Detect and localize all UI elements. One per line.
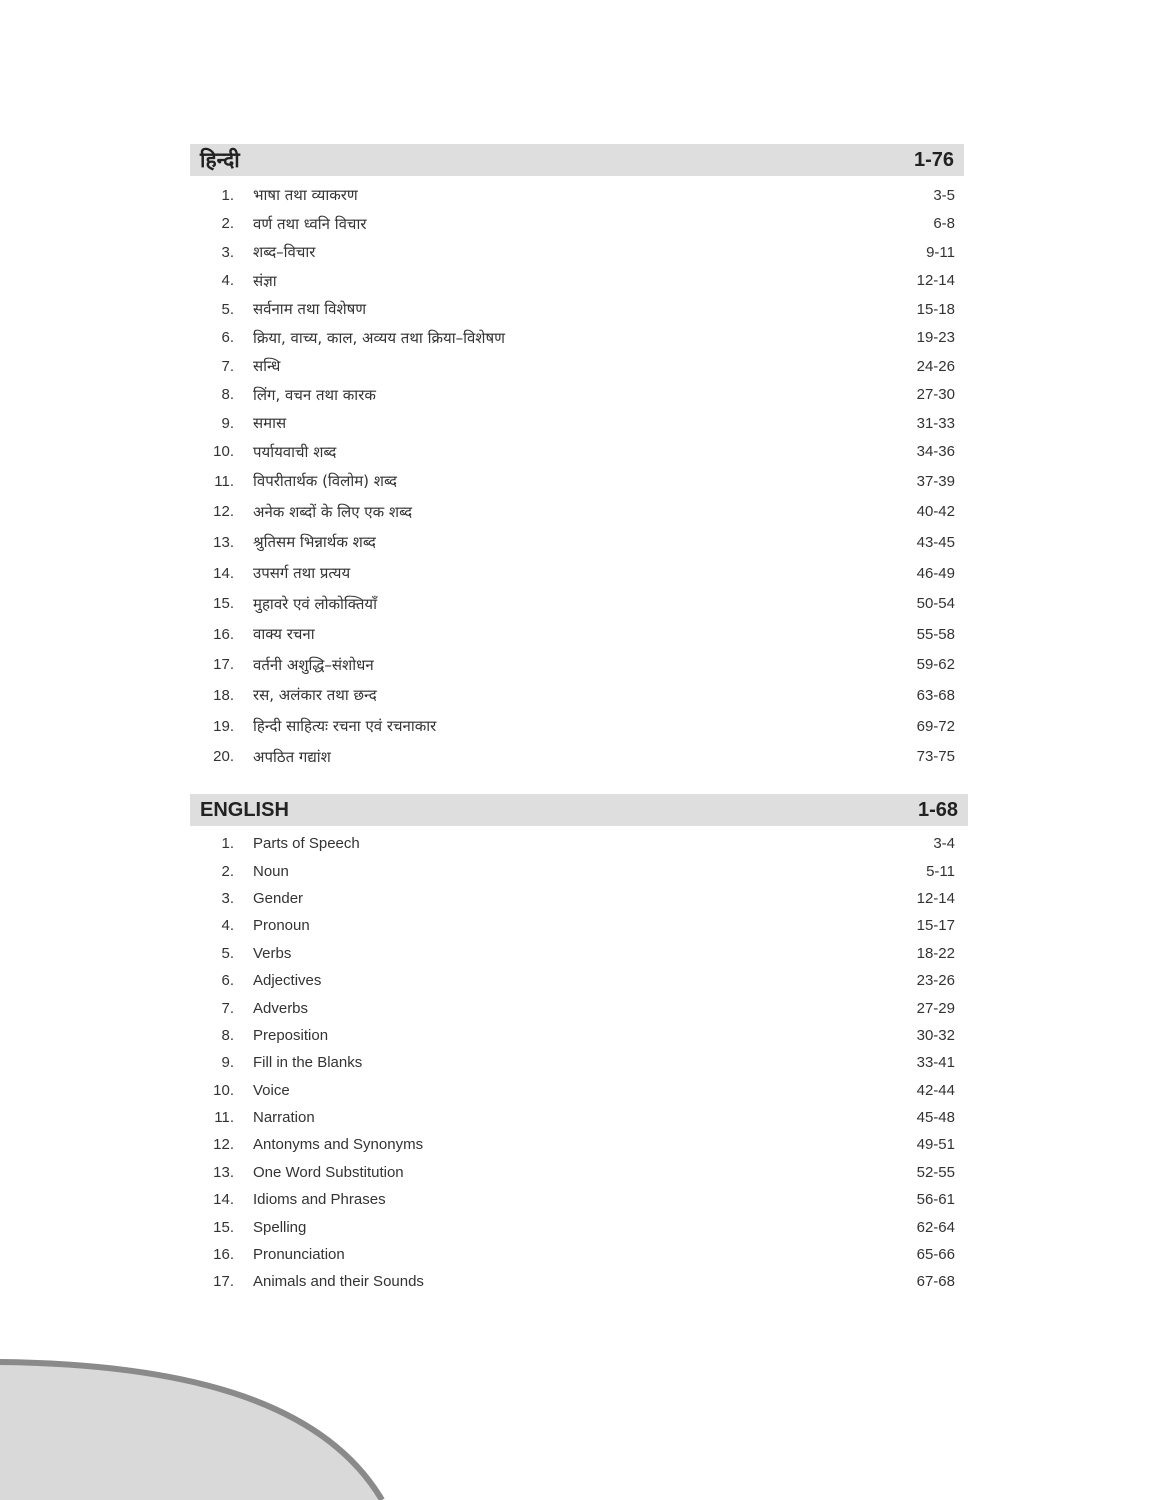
toc-row	[190, 409, 964, 438]
toc-pages: 15-18	[916, 300, 955, 318]
toc-pages: 12-14	[916, 272, 955, 290]
toc-pages: 15-17	[916, 917, 955, 935]
toc-title: Preposition	[253, 1026, 329, 1044]
toc-num: 16.	[213, 1246, 234, 1264]
toc-title: संज्ञा	[253, 271, 277, 290]
toc-row	[190, 558, 964, 589]
toc-pages: 37-39	[916, 472, 955, 490]
hindi-section-title: हिन्दी	[200, 148, 240, 172]
toc-pages: 49-51	[916, 1136, 955, 1154]
toc-title: Pronoun	[253, 917, 310, 935]
toc-title: Antonyms and Synonyms	[253, 1136, 424, 1154]
toc-title: सर्वनाम तथा विशेषण	[253, 300, 367, 319]
toc-row	[190, 940, 968, 967]
toc-title: Spelling	[253, 1218, 307, 1236]
toc-pages: 24-26	[916, 357, 955, 375]
toc-num: 17.	[213, 656, 234, 674]
toc-title: पर्यायवाची शब्द	[253, 442, 337, 461]
toc-row	[190, 857, 968, 884]
toc-row	[190, 1049, 968, 1076]
toc-num: 1.	[221, 835, 234, 853]
english-section	[190, 794, 968, 1296]
toc-row	[190, 1159, 968, 1186]
english-section-title: ENGLISH	[200, 798, 289, 821]
hindi-section-range: 1-76	[913, 148, 954, 171]
toc-title: Adverbs	[253, 999, 309, 1017]
hindi-section	[190, 144, 964, 772]
toc-num: 6.	[221, 329, 234, 347]
toc-pages: 59-62	[916, 656, 955, 674]
toc-title: विपरीतार्थक (विलोम) शब्द	[253, 472, 397, 491]
toc-row	[190, 1268, 968, 1295]
toc-title: समास	[253, 414, 287, 433]
toc-num: 4.	[221, 917, 234, 935]
toc-pages: 40-42	[916, 503, 955, 521]
toc-num: 14.	[213, 1191, 234, 1209]
toc-num: 7.	[221, 357, 234, 375]
toc-pages: 6-8	[933, 215, 955, 233]
toc-row	[190, 650, 964, 681]
toc-num: 4.	[221, 272, 234, 290]
toc-row	[190, 381, 964, 410]
toc-pages: 50-54	[916, 595, 955, 613]
toc-title: Pronunciation	[253, 1246, 345, 1264]
toc-title: रस, अलंकार तथा छन्द	[253, 686, 377, 705]
toc-row	[190, 967, 968, 994]
toc-title: भाषा तथा व्याकरण	[253, 186, 358, 205]
english-contents-list	[190, 826, 968, 1296]
toc-row	[190, 1213, 968, 1240]
toc-pages: 73-75	[916, 748, 955, 766]
toc-title: क्रिया, वाच्य, काल, अव्यय तथा क्रिया–विशेषण	[253, 328, 506, 347]
toc-row	[190, 527, 964, 558]
toc-pages: 69-72	[916, 717, 955, 735]
toc-row	[190, 438, 964, 467]
toc-num: 3.	[221, 889, 234, 907]
toc-row	[190, 680, 964, 711]
toc-pages: 31-33	[916, 414, 955, 432]
toc-num: 13.	[213, 1163, 234, 1181]
toc-title: वर्तनी अशुद्धि–संशोधन	[253, 655, 374, 674]
toc-pages: 34-36	[916, 443, 955, 461]
toc-pages: 43-45	[916, 533, 955, 551]
toc-row	[190, 352, 964, 381]
toc-pages: 56-61	[916, 1191, 955, 1209]
toc-pages: 62-64	[916, 1218, 955, 1236]
toc-pages: 30-32	[916, 1026, 955, 1044]
toc-row	[190, 295, 964, 324]
toc-title: अनेक शब्दों के लिए एक शब्द	[253, 502, 413, 521]
toc-title: हिन्दी साहित्यः रचना एवं रचनाकार	[253, 717, 437, 736]
toc-row	[190, 181, 964, 210]
toc-row	[190, 1077, 968, 1104]
english-section-header	[190, 794, 968, 826]
toc-pages: 9-11	[926, 243, 955, 261]
toc-title: Noun	[253, 862, 289, 880]
toc-num: 14.	[213, 564, 234, 582]
toc-pages: 5-11	[926, 862, 955, 880]
toc-num: 2.	[221, 862, 234, 880]
toc-pages: 18-22	[916, 944, 955, 962]
toc-title: लिंग, वचन तथा कारक	[253, 385, 376, 404]
toc-pages: 19-23	[916, 329, 955, 347]
hindi-contents-list	[190, 176, 964, 772]
toc-title: One Word Substitution	[253, 1163, 404, 1181]
toc-pages: 42-44	[916, 1081, 955, 1099]
toc-row	[190, 1022, 968, 1049]
toc-row	[190, 711, 964, 742]
toc-num: 19.	[213, 717, 234, 735]
toc-num: 15.	[213, 595, 234, 613]
toc-num: 9.	[221, 1054, 234, 1072]
toc-title: Narration	[253, 1109, 315, 1127]
toc-row	[190, 267, 964, 296]
toc-num: 2.	[221, 215, 234, 233]
toc-row	[190, 466, 964, 497]
toc-title: Adjectives	[253, 972, 322, 990]
english-section-range: 1-68	[917, 798, 958, 821]
toc-pages: 3-4	[933, 835, 955, 853]
toc-row	[190, 324, 964, 353]
toc-row	[190, 1131, 968, 1158]
toc-row	[190, 912, 968, 939]
toc-num: 12.	[213, 503, 234, 521]
toc-num: 20.	[213, 748, 234, 766]
toc-num: 11.	[214, 472, 234, 490]
toc-num: 12.	[213, 1136, 234, 1154]
toc-pages: 27-29	[916, 999, 955, 1017]
toc-num: 8.	[221, 386, 234, 404]
toc-num: 11.	[214, 1109, 234, 1127]
toc-num: 15.	[213, 1218, 234, 1236]
toc-num: 5.	[221, 300, 234, 318]
toc-title: उपसर्ग तथा प्रत्यय	[253, 564, 351, 583]
toc-pages: 52-55	[916, 1163, 955, 1181]
corner-decoration	[0, 1350, 400, 1500]
toc-title: Fill in the Blanks	[253, 1054, 363, 1072]
toc-num: 13.	[213, 533, 234, 551]
toc-num: 16.	[213, 625, 234, 643]
toc-pages: 12-14	[916, 889, 955, 907]
toc-title: सन्धि	[253, 357, 281, 376]
toc-row	[190, 497, 964, 528]
toc-title: Voice	[253, 1081, 290, 1099]
toc-title: शब्द–विचार	[253, 243, 316, 262]
toc-row	[190, 994, 968, 1021]
toc-row	[190, 741, 964, 772]
toc-pages: 55-58	[916, 625, 955, 643]
toc-pages: 3-5	[933, 186, 955, 204]
toc-pages: 23-26	[916, 972, 955, 990]
toc-title: Gender	[253, 889, 304, 907]
toc-pages: 46-49	[916, 564, 955, 582]
toc-row	[190, 238, 964, 267]
toc-row	[190, 885, 968, 912]
toc-num: 17.	[213, 1273, 234, 1291]
toc-num: 9.	[221, 414, 234, 432]
toc-row	[190, 1104, 968, 1131]
toc-title: अपठित गद्यांश	[253, 747, 331, 766]
toc-num: 6.	[221, 972, 234, 990]
toc-pages: 45-48	[916, 1109, 955, 1127]
toc-pages: 67-68	[916, 1273, 955, 1291]
toc-row	[190, 1186, 968, 1213]
toc-pages: 33-41	[916, 1054, 955, 1072]
toc-pages: 65-66	[916, 1246, 955, 1264]
toc-pages: 63-68	[916, 686, 955, 704]
toc-num: 3.	[221, 243, 234, 261]
toc-num: 10.	[213, 1081, 234, 1099]
toc-num: 8.	[221, 1026, 234, 1044]
toc-title: Verbs	[253, 944, 292, 962]
toc-title: Parts of Speech	[253, 835, 360, 853]
toc-title: वाक्य रचना	[253, 625, 315, 644]
toc-title: वर्ण तथा ध्वनि विचार	[253, 214, 367, 233]
toc-row	[190, 210, 964, 239]
toc-num: 10.	[213, 443, 234, 461]
toc-num: 5.	[221, 944, 234, 962]
toc-title: श्रुतिसम भिन्नार्थक शब्द	[253, 533, 376, 552]
toc-pages: 27-30	[916, 386, 955, 404]
toc-num: 1.	[221, 186, 234, 204]
toc-row	[190, 619, 964, 650]
toc-row	[190, 830, 968, 857]
toc-num: 7.	[221, 999, 234, 1017]
toc-num: 18.	[213, 686, 234, 704]
toc-row	[190, 588, 964, 619]
hindi-section-header	[190, 144, 964, 176]
toc-title: Idioms and Phrases	[253, 1191, 386, 1209]
toc-title: Animals and their Sounds	[253, 1273, 424, 1291]
toc-title: मुहावरे एवं लोकोक्तियाँ	[253, 594, 377, 613]
toc-row	[190, 1241, 968, 1268]
